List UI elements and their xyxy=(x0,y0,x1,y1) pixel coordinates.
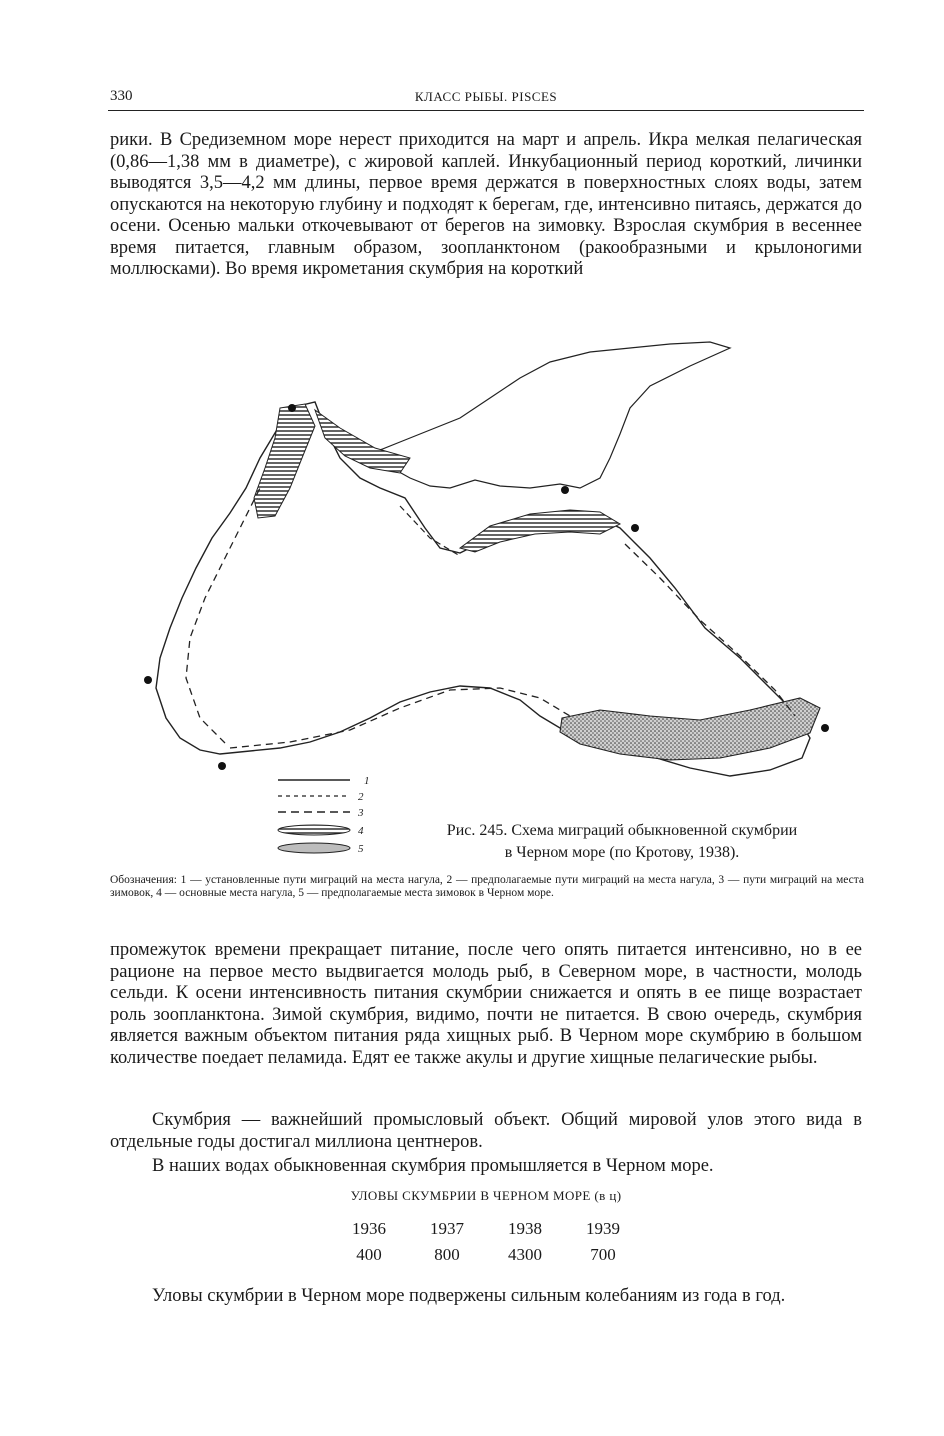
migration-route-north xyxy=(400,506,460,556)
year-cell: 1937 xyxy=(430,1219,464,1238)
port-marker xyxy=(218,762,226,770)
paragraph-4: В наших водах обыкновенная скумбрия промышляется в Черном море. xyxy=(152,1156,714,1176)
wintering-ground-south xyxy=(560,698,820,760)
legend-note: Обозначения: 1 — установленные пути миграций на места нагула, 2 — предполагаемые пути миграций на места нагула, 3 — пути миграций на места зимовок, 4 — основные места нагула, 5 — предполагаемые места зимовок в Черном море. xyxy=(110,874,864,899)
paragraph-2: промежуток времени прекращает питание, после чего опять питается интенсивно, но в ее рационе на первое место выдвигается молодь рыб, в Северном море, в частности, молодь сельди. К осени интенсивность питания скумбрии снижается и опять в ее пище возрастает роль зоопланктона. Зимой скумбрия, видимо, почти не питается. В свою очередь, скумбрия является важным объектом питания ряда хищных рыб. В Черном море скумбрию в большом количестве поедает пеламида. Едят ее также акулы и другие хищные пелагические рыбы. xyxy=(110,940,862,1068)
year-cell: 1939 xyxy=(586,1219,620,1238)
migration-route-west xyxy=(186,488,260,743)
migration-route-south xyxy=(230,688,570,748)
paragraph-3: Скумбрия — важнейший промысловый объект. Общий мировой улов этого вида в отдельные годы достигал миллиона центнеров. xyxy=(110,1110,862,1152)
sea-of-azov-coastline xyxy=(370,342,730,488)
black-sea-migration-map xyxy=(130,338,850,808)
figure-caption-line-2: в Черном море (по Кротову, 1938). xyxy=(504,844,740,861)
year-cell: 1936 xyxy=(352,1219,386,1238)
year-cell: 1938 xyxy=(508,1219,542,1238)
figure-caption-line-1: Рис. 245. Схема миграций обыкновенной скумбрии xyxy=(446,822,798,839)
map-legend xyxy=(270,772,380,862)
migration-route-east xyxy=(625,544,795,716)
paragraph-5: Уловы скумбрии в Черном море подвержены сильным колебаниям из года в год. xyxy=(152,1286,786,1306)
feeding-ground-nw xyxy=(254,404,315,518)
catch-table xyxy=(330,1216,642,1268)
port-marker xyxy=(144,676,152,684)
value-cell: 4300 xyxy=(508,1245,542,1264)
figure-caption xyxy=(392,820,852,864)
legend-number-3: 3 xyxy=(358,807,364,819)
running-head: КЛАСС РЫБЫ. PISCES xyxy=(414,89,558,104)
port-marker xyxy=(821,724,829,732)
value-cell: 400 xyxy=(356,1245,382,1264)
port-marker xyxy=(288,404,296,412)
value-cell: 800 xyxy=(434,1245,460,1264)
legend-number-4: 4 xyxy=(358,825,364,837)
port-marker xyxy=(631,524,639,532)
feeding-ground-north xyxy=(315,410,410,473)
feeding-ground-crimea xyxy=(460,510,620,552)
legend-number-5: 5 xyxy=(358,843,364,855)
table-row-values xyxy=(330,1242,642,1268)
legend-number-1: 1 xyxy=(364,775,370,787)
catch-table-title: УЛОВЫ СКУМБРИИ В ЧЕРНОМ МОРЕ (в ц) xyxy=(350,1188,622,1203)
legend-number-2: 2 xyxy=(358,791,364,803)
value-cell: 700 xyxy=(590,1245,616,1264)
page-number: 330 xyxy=(110,88,133,104)
port-marker xyxy=(561,486,569,494)
page-header xyxy=(108,86,864,111)
paragraph-1: рики. В Средиземном море нерест приходится на март и апрель. Икра мелкая пелагическая (0,86—1,38 мм в диаметре), с жировой каплей. Инкубационный период короткий, личинки выводятся 3,5—4,2 мм длины, первое время держатся в поверхностных слоях воды, затем опускаются на некоторую глубину и подходят к берегам, где, интенсивно питаясь, держатся до осени. Осенью мальки откочевывают от берегов на зимовку. Взрослая скумбрия в весеннее время питается, главным образом, зоопланктоном (ракообразными и крылоногими моллюсками). Во время икрометания скумбрия на короткий xyxy=(110,130,862,279)
table-row-years xyxy=(330,1216,642,1242)
